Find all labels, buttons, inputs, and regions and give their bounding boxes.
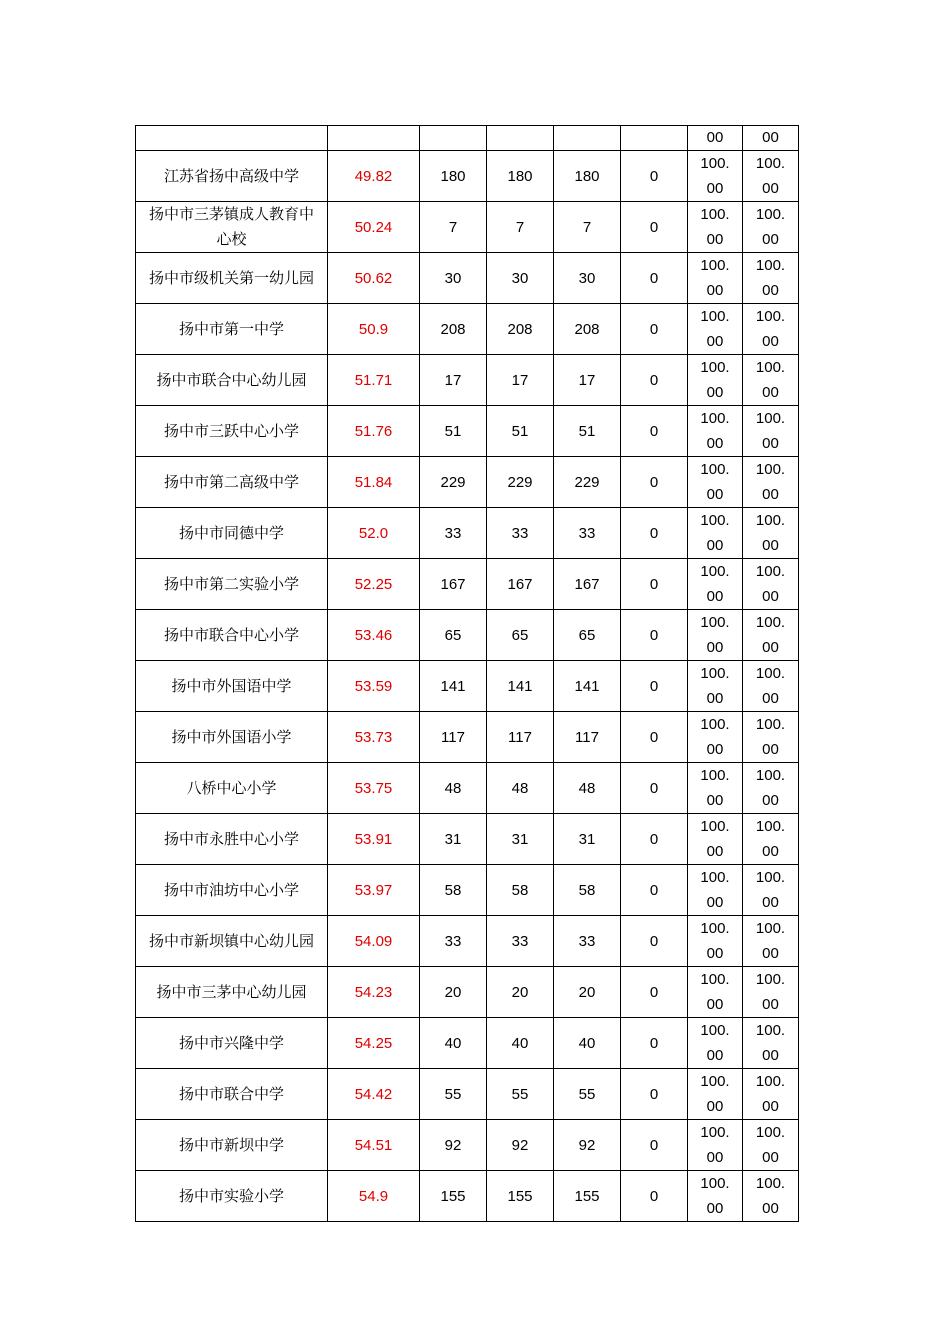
- table-row: [136, 814, 799, 865]
- cell-count-1: 30: [420, 253, 487, 304]
- cell-empty: [487, 126, 554, 151]
- pct-line-1: 100.: [700, 818, 730, 835]
- cell-count-4: 0: [621, 712, 688, 763]
- cell-score: 53.75: [328, 763, 420, 814]
- cell-pct-2: 00: [743, 126, 799, 151]
- cell-count-1: 208: [420, 304, 487, 355]
- cell-empty: [328, 126, 420, 151]
- pct-line-2: 00: [762, 945, 779, 962]
- table-row: [136, 559, 799, 610]
- pct-line-1: 100.: [755, 1022, 786, 1039]
- table-body: [136, 126, 799, 1222]
- cell-school-name: 八桥中心小学: [136, 763, 328, 814]
- pct-line-1: 100.: [700, 665, 730, 682]
- cell-count-2: 65: [487, 610, 554, 661]
- cell-count-4: 0: [621, 406, 688, 457]
- cell-school-name: 扬中市油坊中心小学: [136, 865, 328, 916]
- table-row: [136, 916, 799, 967]
- table-row: [136, 1018, 799, 1069]
- table-row: [136, 610, 799, 661]
- cell-school-name: 扬中市第二高级中学: [136, 457, 328, 508]
- pct-line-1: 100.: [700, 461, 730, 478]
- pct-line-2: 00: [762, 1098, 779, 1115]
- cell-count-2: 208: [487, 304, 554, 355]
- pct-line-1: 100.: [700, 308, 730, 325]
- pct-line-1: 100.: [755, 818, 786, 835]
- cell-pct-2: [743, 457, 799, 508]
- cell-pct-2: [743, 355, 799, 406]
- cell-pct-1: [688, 253, 743, 304]
- cell-school-name: 扬中市级机关第一幼儿园: [136, 253, 328, 304]
- cell-pct-2: [743, 763, 799, 814]
- cell-count-1: 40: [420, 1018, 487, 1069]
- cell-count-2: 51: [487, 406, 554, 457]
- cell-count-3: 33: [554, 508, 621, 559]
- table-row: [136, 508, 799, 559]
- pct-line-2: 00: [706, 588, 724, 605]
- cell-school-name: 江苏省扬中高级中学: [136, 151, 328, 202]
- table-row: [136, 457, 799, 508]
- cell-count-4: 0: [621, 610, 688, 661]
- pct-line-1: 100.: [700, 971, 730, 988]
- pct-line-1: 100.: [755, 971, 786, 988]
- cell-pct-2: [743, 814, 799, 865]
- cell-count-1: 155: [420, 1171, 487, 1222]
- table-row: [136, 661, 799, 712]
- cell-score: 53.97: [328, 865, 420, 916]
- pct-line-2: 00: [706, 231, 724, 248]
- cell-pct-2: [743, 151, 799, 202]
- cell-school-name: 扬中市三茅镇成人教育中心校: [136, 202, 328, 253]
- pct-line-2: 00: [706, 384, 724, 401]
- table-row: [136, 712, 799, 763]
- pct-line-2: 00: [762, 792, 779, 809]
- cell-score: 54.51: [328, 1120, 420, 1171]
- cell-pct-1: [688, 151, 743, 202]
- pct-line-1: 100.: [700, 1073, 730, 1090]
- cell-empty: [554, 126, 621, 151]
- cell-score: 51.84: [328, 457, 420, 508]
- cell-pct-1: [688, 355, 743, 406]
- cell-count-3: 17: [554, 355, 621, 406]
- cell-pct-1: [688, 1069, 743, 1120]
- cell-empty: [136, 126, 328, 151]
- pct-line-2: 00: [762, 1149, 779, 1166]
- cell-count-2: 55: [487, 1069, 554, 1120]
- pct-line-2: 00: [762, 741, 779, 758]
- data-table: [135, 125, 799, 1222]
- cell-school-name: 扬中市永胜中心小学: [136, 814, 328, 865]
- table-row-continued: [136, 126, 799, 151]
- cell-count-1: 92: [420, 1120, 487, 1171]
- cell-school-name: 扬中市第二实验小学: [136, 559, 328, 610]
- cell-count-3: 180: [554, 151, 621, 202]
- cell-pct-1: [688, 661, 743, 712]
- cell-pct-1: [688, 457, 743, 508]
- pct-line-2: 00: [706, 945, 724, 962]
- cell-count-2: 141: [487, 661, 554, 712]
- cell-score: 52.25: [328, 559, 420, 610]
- cell-count-2: 155: [487, 1171, 554, 1222]
- pct-line-2: 00: [762, 639, 779, 656]
- table-row: [136, 1120, 799, 1171]
- cell-pct-1: [688, 763, 743, 814]
- table-row: [136, 151, 799, 202]
- table-row: [136, 865, 799, 916]
- cell-count-3: 155: [554, 1171, 621, 1222]
- pct-line-2: 00: [706, 1200, 724, 1217]
- pct-line-1: 100.: [700, 767, 730, 784]
- pct-line-1: 100.: [700, 563, 730, 580]
- cell-count-3: 55: [554, 1069, 621, 1120]
- table-row: [136, 304, 799, 355]
- cell-pct-1: [688, 916, 743, 967]
- cell-count-1: 17: [420, 355, 487, 406]
- cell-count-1: 55: [420, 1069, 487, 1120]
- pct-line-2: 00: [762, 843, 779, 860]
- table-row: [136, 763, 799, 814]
- cell-count-2: 33: [487, 508, 554, 559]
- pct-line-2: 00: [762, 894, 779, 911]
- cell-count-2: 30: [487, 253, 554, 304]
- pct-line-2: 00: [706, 894, 724, 911]
- cell-count-2: 58: [487, 865, 554, 916]
- cell-count-4: 0: [621, 355, 688, 406]
- cell-score: 50.62: [328, 253, 420, 304]
- cell-pct-2: [743, 610, 799, 661]
- pct-line-2: 00: [706, 690, 724, 707]
- table-row: [136, 253, 799, 304]
- pct-line-1: 100.: [700, 155, 730, 172]
- pct-line-1: 100.: [755, 461, 786, 478]
- pct-line-1: 100.: [755, 716, 786, 733]
- cell-pct-2: [743, 916, 799, 967]
- cell-school-name: 扬中市外国语小学: [136, 712, 328, 763]
- pct-line-2: 00: [706, 1098, 724, 1115]
- pct-line-2: 00: [762, 231, 779, 248]
- cell-score: 53.91: [328, 814, 420, 865]
- cell-count-4: 0: [621, 916, 688, 967]
- cell-count-4: 0: [621, 763, 688, 814]
- cell-pct-1: [688, 1171, 743, 1222]
- cell-school-name: 扬中市三茅中心幼儿园: [136, 967, 328, 1018]
- pct-line-1: 100.: [700, 257, 730, 274]
- cell-count-2: 48: [487, 763, 554, 814]
- cell-pct-2: [743, 1069, 799, 1120]
- table-row: [136, 967, 799, 1018]
- cell-score: 53.59: [328, 661, 420, 712]
- cell-count-1: 58: [420, 865, 487, 916]
- cell-pct-1: 00: [688, 126, 743, 151]
- cell-count-2: 33: [487, 916, 554, 967]
- cell-pct-2: [743, 967, 799, 1018]
- cell-count-2: 17: [487, 355, 554, 406]
- cell-count-3: 31: [554, 814, 621, 865]
- cell-count-4: 0: [621, 1069, 688, 1120]
- cell-pct-2: [743, 1171, 799, 1222]
- pct-line-2: 00: [706, 843, 724, 860]
- pct-line-1: 100.: [700, 716, 730, 733]
- cell-score: 54.23: [328, 967, 420, 1018]
- pct-line-2: 00: [706, 1149, 724, 1166]
- cell-count-3: 208: [554, 304, 621, 355]
- cell-count-1: 20: [420, 967, 487, 1018]
- cell-pct-2: [743, 1120, 799, 1171]
- cell-count-4: 0: [621, 865, 688, 916]
- cell-empty: [420, 126, 487, 151]
- cell-score: 54.9: [328, 1171, 420, 1222]
- cell-count-3: 20: [554, 967, 621, 1018]
- cell-score: 51.71: [328, 355, 420, 406]
- cell-count-4: 0: [621, 202, 688, 253]
- cell-count-2: 117: [487, 712, 554, 763]
- pct-line-1: 100.: [700, 410, 730, 427]
- pct-line-1: 100.: [700, 206, 730, 223]
- cell-count-1: 65: [420, 610, 487, 661]
- cell-count-4: 0: [621, 661, 688, 712]
- cell-school-name: 扬中市新坝镇中心幼儿园: [136, 916, 328, 967]
- pct-line-2: 00: [706, 333, 724, 350]
- pct-line-2: 00: [706, 639, 724, 656]
- cell-pct-1: [688, 610, 743, 661]
- cell-pct-2: [743, 508, 799, 559]
- pct-line-2: 00: [762, 1047, 779, 1064]
- cell-count-4: 0: [621, 253, 688, 304]
- cell-pct-1: [688, 508, 743, 559]
- pct-line-2: 00: [706, 792, 724, 809]
- cell-pct-2: [743, 865, 799, 916]
- cell-school-name: 扬中市实验小学: [136, 1171, 328, 1222]
- cell-count-4: 0: [621, 304, 688, 355]
- cell-pct-1: [688, 814, 743, 865]
- cell-pct-1: [688, 967, 743, 1018]
- pct-line-1: 100.: [700, 869, 730, 886]
- cell-count-4: 0: [621, 1171, 688, 1222]
- pct-line-2: 00: [762, 282, 779, 299]
- pct-line-2: 00: [706, 180, 724, 197]
- pct-line-1: 100.: [755, 512, 786, 529]
- cell-count-4: 0: [621, 967, 688, 1018]
- cell-school-name: 扬中市兴隆中学: [136, 1018, 328, 1069]
- cell-score: 52.0: [328, 508, 420, 559]
- cell-count-4: 0: [621, 151, 688, 202]
- cell-pct-2: [743, 712, 799, 763]
- cell-count-2: 31: [487, 814, 554, 865]
- cell-count-4: 0: [621, 1018, 688, 1069]
- cell-school-name: 扬中市联合中心小学: [136, 610, 328, 661]
- pct-line-1: 100.: [700, 1022, 730, 1039]
- cell-count-1: 51: [420, 406, 487, 457]
- pct-line-1: 100.: [700, 614, 730, 631]
- cell-school-name: 扬中市新坝中学: [136, 1120, 328, 1171]
- cell-count-2: 20: [487, 967, 554, 1018]
- cell-school-name: 扬中市联合中心幼儿园: [136, 355, 328, 406]
- cell-count-2: 92: [487, 1120, 554, 1171]
- pct-line-2: 00: [762, 690, 779, 707]
- cell-count-1: 117: [420, 712, 487, 763]
- cell-school-name: 扬中市第一中学: [136, 304, 328, 355]
- cell-count-1: 33: [420, 916, 487, 967]
- cell-school-name: 扬中市外国语中学: [136, 661, 328, 712]
- cell-school-name: 扬中市同德中学: [136, 508, 328, 559]
- table-row: [136, 355, 799, 406]
- pct-line-1: 100.: [700, 1175, 730, 1192]
- cell-pct-1: [688, 202, 743, 253]
- cell-count-4: 0: [621, 457, 688, 508]
- pct-line-2: 00: [706, 486, 724, 503]
- cell-score: 54.42: [328, 1069, 420, 1120]
- cell-count-1: 33: [420, 508, 487, 559]
- cell-empty: [621, 126, 688, 151]
- pct-line-2: 00: [762, 588, 779, 605]
- table-row: [136, 1069, 799, 1120]
- cell-count-1: 48: [420, 763, 487, 814]
- cell-pct-2: [743, 304, 799, 355]
- pct-line-2: 00: [762, 486, 779, 503]
- pct-line-1: 100.: [755, 563, 786, 580]
- cell-score: 50.24: [328, 202, 420, 253]
- pct-line-1: 100.: [700, 359, 730, 376]
- pct-line-1: 100.: [755, 1175, 786, 1192]
- cell-pct-1: [688, 559, 743, 610]
- cell-pct-2: [743, 661, 799, 712]
- cell-pct-2: [743, 406, 799, 457]
- pct-line-2: 00: [762, 1200, 779, 1217]
- cell-pct-2: [743, 253, 799, 304]
- cell-score: 51.76: [328, 406, 420, 457]
- cell-pct-1: [688, 1018, 743, 1069]
- cell-count-2: 229: [487, 457, 554, 508]
- pct-line-1: 100.: [755, 869, 786, 886]
- cell-count-4: 0: [621, 814, 688, 865]
- pct-line-2: 00: [762, 384, 779, 401]
- pct-line-1: 100.: [755, 767, 786, 784]
- cell-score: 49.82: [328, 151, 420, 202]
- cell-count-3: 167: [554, 559, 621, 610]
- cell-count-3: 48: [554, 763, 621, 814]
- cell-school-name: 扬中市联合中学: [136, 1069, 328, 1120]
- cell-count-3: 117: [554, 712, 621, 763]
- cell-count-2: 7: [487, 202, 554, 253]
- pct-line-1: 100.: [755, 410, 786, 427]
- pct-line-1: 100.: [755, 920, 786, 937]
- pct-line-1: 100.: [700, 1124, 730, 1141]
- pct-line-2: 00: [762, 435, 779, 452]
- cell-pct-1: [688, 304, 743, 355]
- table-row: [136, 202, 799, 253]
- pct-line-1: 100.: [755, 1073, 786, 1090]
- cell-pct-1: [688, 406, 743, 457]
- cell-count-4: 0: [621, 559, 688, 610]
- pct-line-1: 100.: [755, 155, 786, 172]
- cell-count-3: 51: [554, 406, 621, 457]
- cell-count-3: 33: [554, 916, 621, 967]
- cell-count-4: 0: [621, 508, 688, 559]
- cell-count-1: 141: [420, 661, 487, 712]
- pct-line-2: 00: [706, 537, 724, 554]
- cell-count-3: 229: [554, 457, 621, 508]
- cell-pct-1: [688, 1120, 743, 1171]
- cell-count-3: 30: [554, 253, 621, 304]
- cell-pct-2: [743, 559, 799, 610]
- pct-line-1: 100.: [755, 1124, 786, 1141]
- cell-pct-1: [688, 865, 743, 916]
- cell-score: 54.25: [328, 1018, 420, 1069]
- cell-score: 53.73: [328, 712, 420, 763]
- cell-count-3: 40: [554, 1018, 621, 1069]
- cell-count-1: 229: [420, 457, 487, 508]
- pct-line-2: 00: [762, 996, 779, 1013]
- pct-line-1: 100.: [700, 512, 730, 529]
- cell-pct-2: [743, 202, 799, 253]
- cell-school-name: 扬中市三跃中心小学: [136, 406, 328, 457]
- cell-count-3: 65: [554, 610, 621, 661]
- cell-count-4: 0: [621, 1120, 688, 1171]
- pct-line-2: 00: [706, 1047, 724, 1064]
- cell-count-2: 40: [487, 1018, 554, 1069]
- cell-count-3: 141: [554, 661, 621, 712]
- cell-score: 50.9: [328, 304, 420, 355]
- cell-pct-1: [688, 712, 743, 763]
- pct-line-2: 00: [762, 333, 779, 350]
- cell-count-3: 7: [554, 202, 621, 253]
- pct-line-1: 100.: [700, 920, 730, 937]
- pct-line-2: 00: [706, 282, 724, 299]
- pct-line-1: 100.: [755, 257, 786, 274]
- cell-count-2: 180: [487, 151, 554, 202]
- cell-count-1: 167: [420, 559, 487, 610]
- cell-count-3: 92: [554, 1120, 621, 1171]
- pct-line-1: 100.: [755, 665, 786, 682]
- cell-count-1: 180: [420, 151, 487, 202]
- cell-count-3: 58: [554, 865, 621, 916]
- cell-pct-2: [743, 1018, 799, 1069]
- pct-line-2: 00: [762, 180, 779, 197]
- pct-line-1: 100.: [755, 206, 786, 223]
- cell-count-1: 7: [420, 202, 487, 253]
- pct-line-2: 00: [706, 435, 724, 452]
- cell-score: 54.09: [328, 916, 420, 967]
- pct-line-2: 00: [706, 996, 724, 1013]
- table-row: [136, 406, 799, 457]
- pct-line-2: 00: [706, 741, 724, 758]
- pct-line-2: 00: [762, 537, 779, 554]
- cell-score: 53.46: [328, 610, 420, 661]
- table-row: [136, 1171, 799, 1222]
- pct-line-1: 100.: [755, 359, 786, 376]
- cell-count-2: 167: [487, 559, 554, 610]
- cell-count-1: 31: [420, 814, 487, 865]
- pct-line-1: 100.: [755, 308, 786, 325]
- pct-line-1: 100.: [755, 614, 786, 631]
